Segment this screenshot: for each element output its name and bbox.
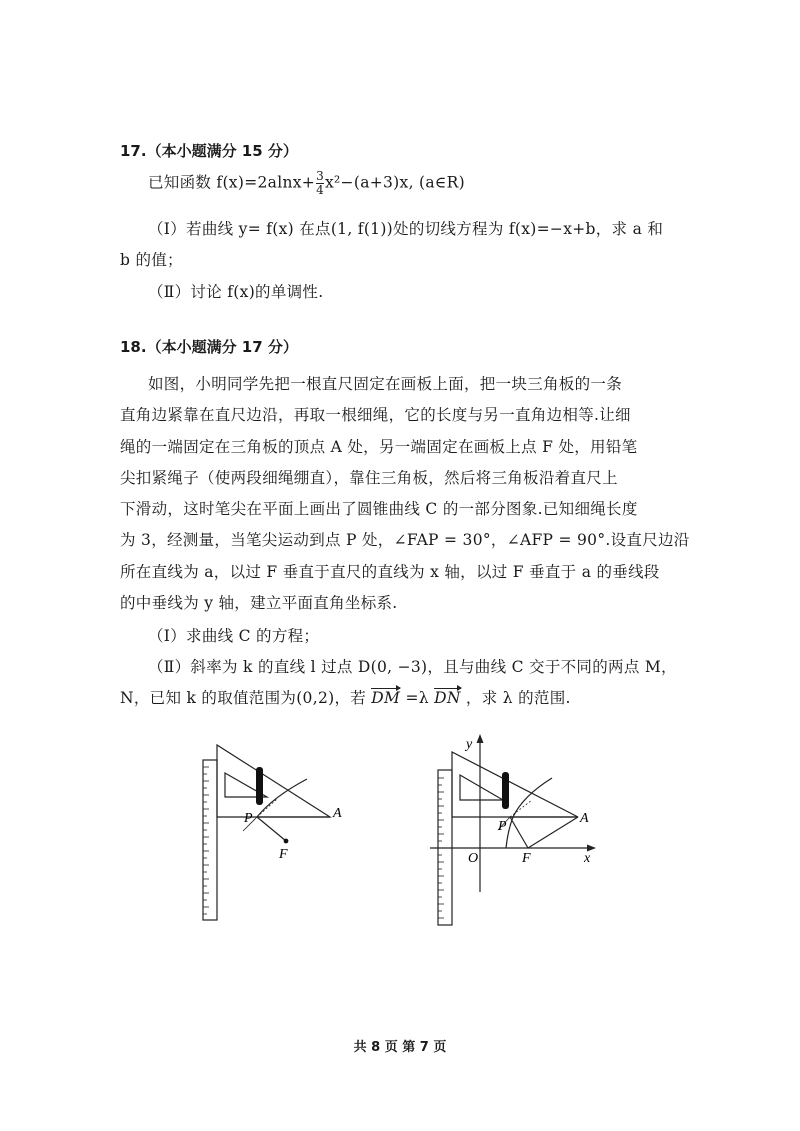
q18-part2-line2-suffix: ，求 λ 的范围. [465,689,571,707]
q18-line-7: 所在直线为 a，以过 F 垂直于直尺的直线为 x 轴，以过 F 垂直于 a 的垂线段 [120,563,660,581]
page-footer: 共 8 页 第 7 页 [353,1040,447,1055]
q18-header: 18.（本小题满分 17 分） [120,338,298,356]
q17-frac-num: 3 [316,169,324,183]
figure-right [428,730,608,930]
q18-line-8: 的中垂线为 y 轴，建立平面直角坐标系. [120,594,398,612]
string-to-f [510,817,528,848]
label-x: x [584,851,591,866]
label-p: P [498,819,507,834]
dashed-line [510,800,532,817]
triangle-inner [460,775,503,800]
q18-part2-line2-prefix: N，已知 k 的取值范围为(0,2)，若 [120,689,367,707]
q17-stem-suffix: x²−(a+3)x, (a∈R) [325,173,466,192]
triangle-board [452,752,578,817]
q18-line-1: 如图，小明同学先把一根直尺固定在画板上面，把一块三角板的一条 [148,375,623,393]
string-to-f [257,817,286,841]
point-f [284,839,289,844]
q18-line-3: 绳的一端固定在三角板的顶点 A 处，另一端固定在画板上点 F 处，用铅笔 [120,438,638,456]
q17-stem-prefix: 已知函数 f(x)=2alnx+ [148,173,316,192]
q17-frac-den: 4 [316,183,324,197]
q17-part1-line2: b 的值； [120,251,183,269]
q18-part2-line2 [120,686,571,708]
q18-line-5: 下滑动，这时笔尖在平面上画出了圆锥曲线 C 的一部分图象.已知细绳长度 [120,500,638,518]
triangle-board [217,745,330,817]
q18-line-4: 尖扣紧绳子（使两段细绳绷直），靠住三角板，然后将三角板沿着直尺上 [120,469,618,487]
label-a: A [333,806,342,821]
label-p: P [244,811,253,826]
label-a: A [580,811,589,826]
q18-line-2: 直角边紧靠在直尺边沿，再取一根细绳，它的长度与另一直角边相等.让细 [120,406,631,424]
q17-header: 17.（本小题满分 15 分） [120,142,298,160]
q18-part1: （Ⅰ）求曲线 C 的方程； [148,627,320,645]
ruler [203,760,217,920]
figure-left [195,735,355,930]
vector-dm: DM [371,689,401,707]
label-f: F [522,851,531,866]
q18-part2-line1: （Ⅱ）斜率为 k 的直线 l 过点 D(0, −3)，且与曲线 C 交于不同的两点 M， [148,658,677,676]
q17-part2: （Ⅱ）讨论 f(x)的单调性. [148,283,324,301]
label-f: F [279,847,288,862]
label-y: y [466,737,473,752]
ruler-ticks [203,767,209,914]
q17-fraction [316,170,324,197]
y-axis-arrow-icon [477,734,484,743]
equals-lambda: =λ [405,689,429,707]
pencil [256,767,263,805]
label-o: O [468,851,479,866]
segment-fa [528,817,578,848]
q18-line-6: 为 3，经测量，当笔尖运动到点 P 处，∠FAP = 30°，∠AFP = 90°.设直尺边沿 [120,531,690,549]
vector-dn: DN [434,689,461,707]
pencil [502,772,509,809]
q17-part1-line1: （Ⅰ）若曲线 y= f(x) 在点(1, f(1))处的切线方程为 f(x)=−x+b，求 a 和 [148,220,664,238]
q17-stem [148,170,465,197]
